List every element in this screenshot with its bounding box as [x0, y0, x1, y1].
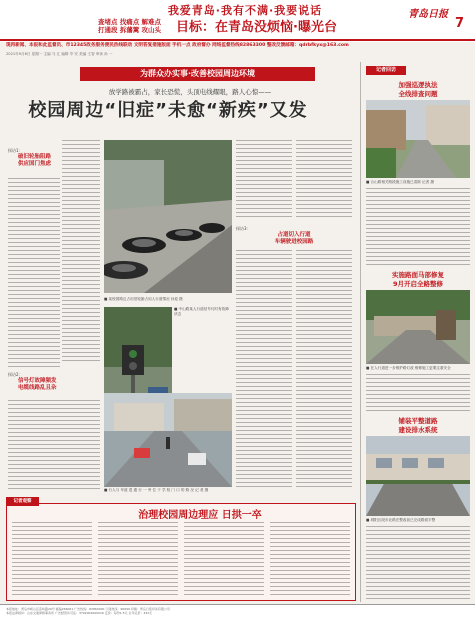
header-subslogan — [98, 18, 173, 34]
article-text-column — [296, 250, 352, 488]
photo-follow-up-1 — [366, 100, 470, 178]
follow-up-tag: 记者回访 — [366, 66, 406, 75]
article-text-column — [8, 178, 60, 368]
subslogan-line-1: 查堵点 找痛点 解难点 — [98, 18, 162, 26]
section-2-title-2: 电缆线路乱且杂 — [18, 385, 57, 391]
follow-up-3-text — [366, 526, 470, 600]
topic-banner: 为群众办实事·改善校园周边环境 — [80, 67, 315, 81]
follow-up-2-heading — [366, 270, 470, 288]
follow-up-2-title-a: 实施路面马部修复 — [392, 271, 444, 279]
follow-up-1-heading — [366, 80, 470, 98]
follow-up-3-caption: ■ 城阳区段市北路在整改前已完成路面平整 — [366, 518, 436, 522]
follow-up-3-illustration — [366, 436, 470, 516]
section-2-label: 探访2： — [8, 372, 23, 377]
page-footer — [0, 604, 475, 620]
commentary-title: 治理校园周边理应 日拱一卒 — [138, 510, 262, 521]
photo-follow-up-2 — [366, 290, 470, 364]
article-text-column — [62, 140, 100, 364]
header-slogan: 我爱青岛·我有不满·我要说话 — [167, 4, 323, 17]
photo-2-caption: ■ 中山路某人行道信号灯时有故障状态 — [174, 307, 229, 316]
commentary-text-column — [270, 522, 350, 598]
follow-up-3-title-b: 建设排水系统 — [398, 426, 438, 434]
follow-up-2-text — [366, 374, 470, 414]
footer-line-2: 本报法律顾问：山东文康律师事务所 广告经营许可证：3702004000016 定价：每份1.5元 全年定价：432元 — [6, 611, 153, 615]
photo-tyres-on-sidewalk — [104, 140, 232, 293]
section-1-label: 探访1： — [8, 148, 23, 153]
edition-info: 2021年9月6日 星期一 主编 马 汇 编辑 毕 安 美编 王智 审读 孙 一 — [6, 52, 113, 56]
tyres-photo-illustration — [104, 140, 232, 293]
section-2-heading — [8, 372, 57, 392]
commentary-text-column — [12, 522, 92, 598]
photo-school-gate — [104, 393, 232, 487]
column-divider — [360, 62, 361, 602]
article-text-column — [236, 140, 292, 220]
follow-up-2-caption: ■ 在人行道进一步维护路灯改 维修施工更要注重安全 — [366, 366, 451, 370]
section-1-title-2: 供应国门焦虑 — [18, 161, 52, 167]
photo-1-caption: ■ 某校园路边占用旧轮胎占用人行道情况 孙迎 摄 — [104, 297, 183, 301]
subslogan-line-2: 打通段 拆藩篱 攻山头 — [98, 26, 162, 34]
section-1-heading — [8, 148, 51, 168]
follow-up-1-title-b: 全线排查问题 — [398, 90, 438, 98]
commentary-text-column — [184, 522, 264, 598]
section-3-title-1: 占道切入行道 — [277, 232, 311, 238]
school-gate-illustration — [104, 393, 232, 487]
article-text-column — [296, 140, 352, 220]
column-title: 目标：在青岛没烦恼·曝光台 — [176, 20, 337, 35]
hotline-strip: 现再新闻、本报和此监督员、市12345政务服务便民热线联动 文明答复措施版面 手机一点 政府督办 网络监督热线82863300 整改反馈邮箱：qdrbfkyx@163.com — [6, 43, 349, 48]
photo-3-caption: ■ 行人与 车道 混 通 行 一 旁 位 于 学 校 门 口 的 路 况 记 者 摄 — [104, 488, 209, 492]
article-text-column — [236, 250, 292, 488]
article-text-column — [8, 400, 100, 492]
page-number: 7 — [455, 16, 465, 31]
follow-up-1-illustration — [366, 100, 470, 178]
commentary-tag: 记者观察 — [6, 497, 39, 506]
header-rule — [0, 39, 475, 41]
commentary-text-column — [98, 522, 178, 598]
section-3-label: 探访3： — [236, 226, 251, 231]
main-headline: 校园周边“旧症”未愈“新疾”又发 — [28, 100, 308, 121]
section-3-heading — [236, 226, 352, 246]
photo-follow-up-3 — [366, 436, 470, 516]
section-2-title-1: 信号灯故障频发 — [18, 378, 57, 384]
follow-up-2-illustration — [366, 290, 470, 364]
section-1-title-1: 破旧轮胎阻路 — [18, 154, 52, 160]
follow-up-3-title-a: 铺装平整道路 — [398, 417, 438, 425]
masthead-logo: 青岛日报 — [408, 9, 448, 20]
headline-kicker: 放学路被霸占，家长恐慌，头顶电线耀眼，路人心惊—— — [108, 88, 272, 96]
footer-line-1: 本报地址：青岛市崂山区苗岭路29号 邮编266061 广告热线：82860000 订阅热线：96699 印刷：青岛日报印务有限公司 — [6, 607, 170, 611]
follow-up-1-title-a: 加强巡逻执法 — [398, 81, 438, 89]
section-3-title-2: 车辆驶进校园路 — [274, 239, 314, 245]
follow-up-1-caption: ■ 合山路相关路段施工设施已清除 记者 摄 — [366, 180, 434, 184]
follow-up-2-title-b: 9月开启全路整修 — [392, 280, 444, 288]
follow-up-3-heading — [366, 416, 470, 434]
follow-up-1-text — [366, 188, 470, 266]
